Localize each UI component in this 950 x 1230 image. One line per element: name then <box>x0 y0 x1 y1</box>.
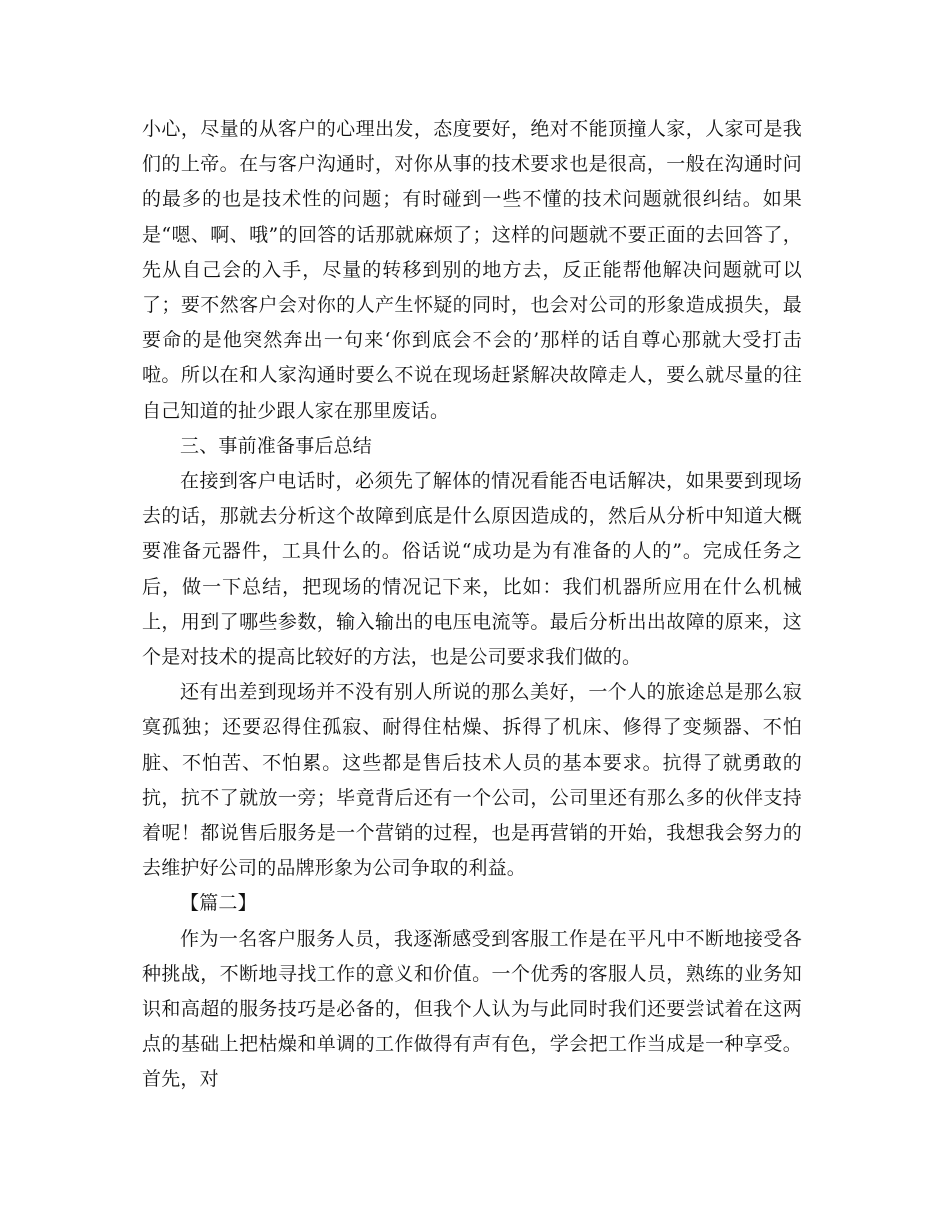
paragraph-customer-service: 作为一名客户服务人员，我逐渐感受到客服工作是在平凡中不断地接受各种挑战，不断地寻找工作的意义和价值。一个优秀的客服人员，熟练的业务知识和高超的服务技巧是必备的，但我个人认为与此同时我们还要尝试着在这两点的基础上把枯燥和单调的工作做得有声有色，学会把工作当成是一种享受。首先，对 <box>142 927 802 1091</box>
paragraph-preparation: 在接到客户电话时，必须先了解体的情况看能否电话解决，如果要到现场去的话，那就去分析这个故障到底是什么原因造成的，然后从分析中知道大概要准备元器件，工具什么的。俗话说“成功是为有准备的人的”。完成任务之后，做一下总结，把现场的情况记下来，比如：我们机器所应用在什么机械上，用到了哪些参数，输入输出的电压电流等。最后分析出出故障的原来，这个是对技术的提高比较好的方法，也是公司要求我们做的。 <box>142 470 802 669</box>
paragraph-continuation: 小心，尽量的从客户的心理出发，态度要好，绝对不能顶撞人家，人家可是我们的上帝。在与客户沟通时，对你从事的技术要求也是很高，一般在沟通时问的最多的也是技术性的问题；有时碰到一些不懂的技术问题就很纠结。如果是“嗯、啊、哦”的回答的话那就麻烦了；这样的问题就不要正面的去回答了，先从自己会的入手，尽量的转移到别的地方去，反正能帮他解决问题就可以了；要不然客户会对你的人产生怀疑的同时，也会对公司的形象造成损失，最要命的是他突然奔出一句来‘你到底会不会的’那样的话自尊心那就大受打击啦。所以在和人家沟通时要么不说在现场赶紧解决故障走人，要么就尽量的往自己知道的扯少跟人家在那里废话。 <box>142 118 802 422</box>
document-page <box>142 112 802 1098</box>
section-heading-preparation: 三、事前准备事后总结 <box>180 434 373 457</box>
section-heading-part-two: 【篇二】 <box>180 892 257 915</box>
paragraph-business-trip: 还有出差到现场并不没有别人所说的那么美好，一个人的旅途总是那么寂寞孤独；还要忍得住孤寂、耐得住枯燥、拆得了机床、修得了变频器、不怕脏、不怕苦、不怕累。这些都是售后技术人员的基本要求。抗得了就勇敢的抗，抗不了就放一旁；毕竟背后还有一个公司，公司里还有那么多的伙伴支持着呢！都说售后服务是一个营销的过程，也是再营销的开始，我想我会努力的去维护好公司的品牌形象为公司争取的利益。 <box>142 681 802 880</box>
